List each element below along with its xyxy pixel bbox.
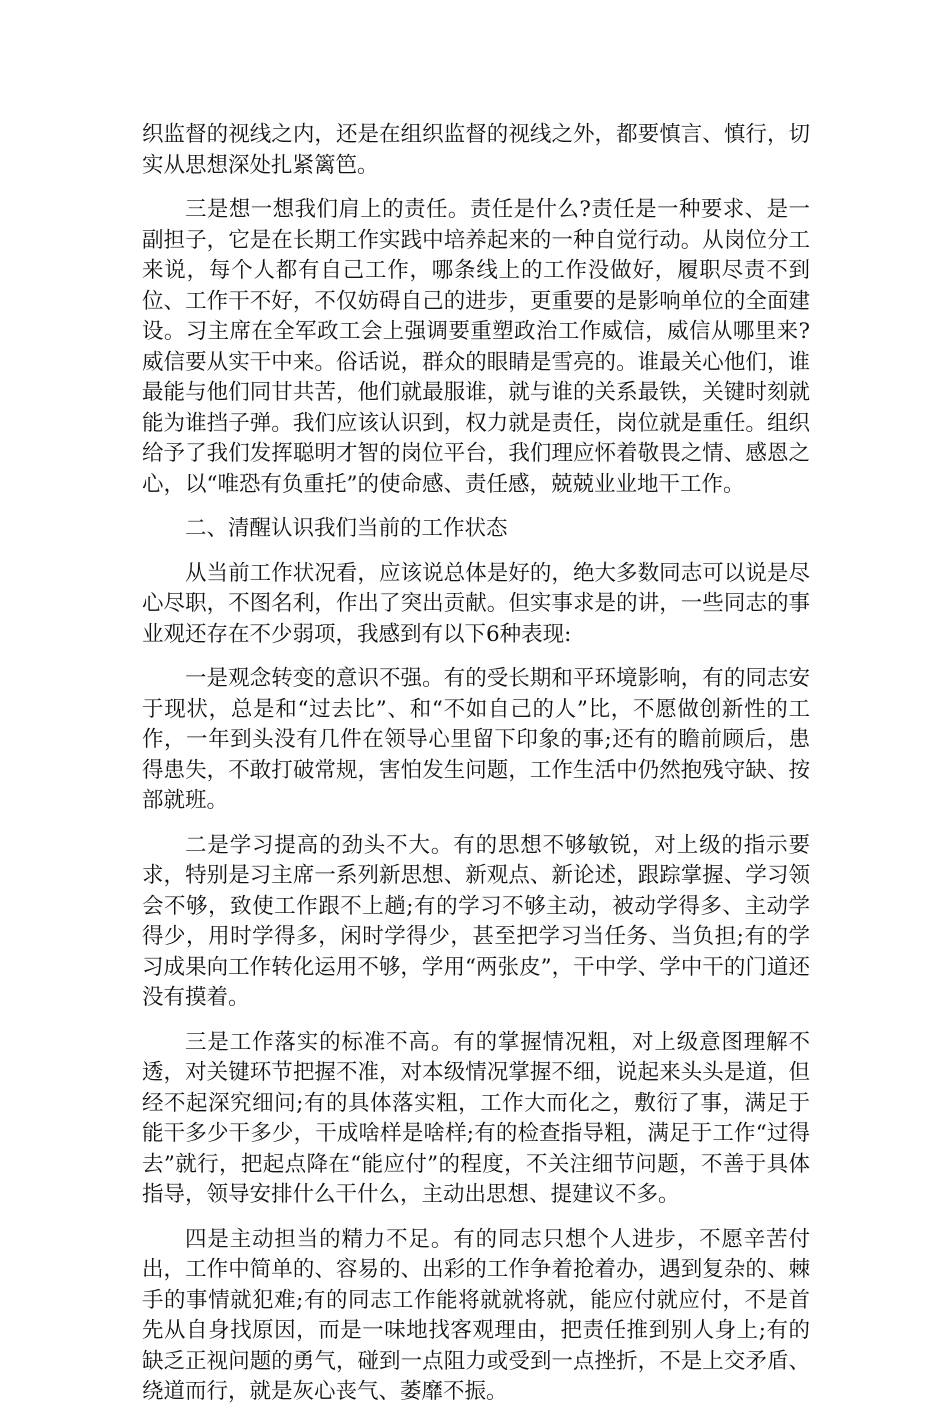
paragraph-point-four: 四是主动担当的精力不足。有的同志只想个人进步，不愿辛苦付出，工作中简单的、容易的、出彩的工作争着抢着办，遇到复杂的、棘手的事情就犯难;有的同志工作能将就就将就，能应付就应付，不是首先从自身找原因，而是一味地找客观理由，把责任推到别人身上;有的缺乏正视问题的勇气，碰到一点阻力或受到一点挫折，不是上交矛盾、绕道而行，就是灰心丧气、萎靡不振。 — [142, 1226, 810, 1404]
paragraph-point-three: 三是工作落实的标准不高。有的掌握情况粗，对上级意图理解不透，对关键环节把握不准，对本级情况掌握不细，说起来头头是道，但经不起深究细问;有的具体落实粗，工作大而化之，敷衍了事，满足于能干多少干多少，干成啥样是啥样;有的检查指导粗，满足于工作“过得去”就行，把起点降在“能应付”的程度，不关注细节问题，不善于具体指导，领导安排什么干什么，主动出思想、提建议不多。 — [142, 1029, 810, 1207]
paragraph-overview: 从当前工作状况看，应该说总体是好的，绝大多数同志可以说是尽心尽职，不图名利，作出了突出贡献。但实事求是的讲，一些同志的事业观还存在不少弱项，我感到有以下6种表现: — [142, 560, 810, 647]
paragraph-continuation: 织监督的视线之内，还是在组织监督的视线之外，都要慎言、慎行，切实从思想深处扎紧篱笆。 — [142, 122, 810, 178]
paragraph-point-two: 二是学习提高的劲头不大。有的思想不够敏锐，对上级的指示要求，特别是习主席一系列新思想、新观点、新论述，跟踪掌握、学习领会不够，致使工作跟不上趟;有的学习不够主动，被动学得多、主动学得少，用时学得多，闲时学得少，甚至把学习当任务、当负担;有的学习成果向工作转化运用不够，学用“两张皮”，干中学、学中干的门道还没有摸着。 — [142, 832, 810, 1010]
section-heading: 二、清醒认识我们当前的工作状态 — [185, 516, 508, 541]
paragraph-point-one: 一是观念转变的意识不强。有的受长期和平环境影响，有的同志安于现状，总是和“过去比”、和“不如自己的人”比，不愿做创新性的工作，一年到头没有几件在领导心里留下印象的事;还有的瞻前顾后，患得患失，不敢打破常规，害怕发生问题，工作生活中仍然抱残守缺、按部就班。 — [142, 666, 810, 813]
document-body — [142, 120, 810, 1422]
paragraph-responsibility: 三是想一想我们肩上的责任。责任是什么?责任是一种要求、是一副担子，它是在长期工作实践中培养起来的一种自觉行动。从岗位分工来说，每个人都有自己工作，哪条线上的工作没做好，履职尽责不到位、工作干不好，不仅妨碍自己的进步，更重要的是影响单位的全面建设。习主席在全军政工会上强调要重塑政治工作威信，威信从哪里来?威信要从实干中来。俗话说，群众的眼睛是雪亮的。谁最关心他们，谁最能与他们同甘共苦，他们就最服谁，就与谁的关系最铁，关键时刻就能为谁挡子弹。我们应该认识到，权力就是责任，岗位就是重任。组织给予了我们发挥聪明才智的岗位平台，我们理应怀着敬畏之情、感恩之心，以“唯恐有负重托”的使命感、责任感，兢兢业业地干工作。 — [142, 197, 810, 497]
